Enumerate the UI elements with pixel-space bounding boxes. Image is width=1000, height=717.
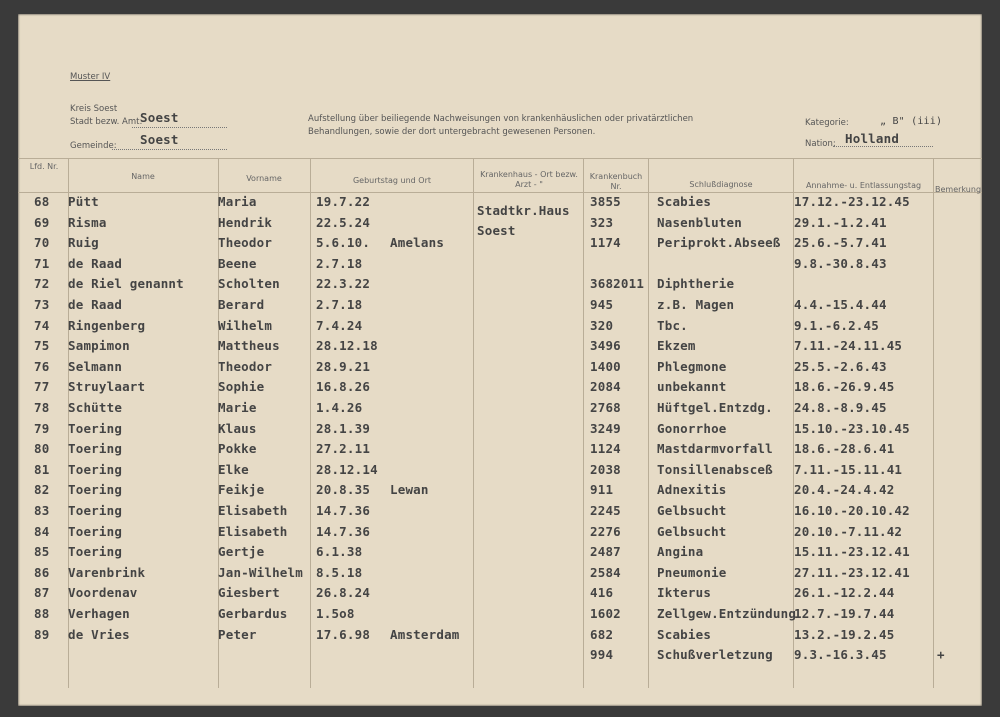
patient-vorname: Gerbardus bbox=[218, 606, 288, 621]
patient-vorname: Beene bbox=[218, 255, 257, 271]
patient-vorname: Giesbert bbox=[218, 585, 280, 601]
patient-birthdate: 17.6.98 bbox=[316, 626, 371, 642]
admission-discharge-dates: 15.10.-23.10.45 bbox=[794, 420, 910, 436]
krankenbuch-number: 682 bbox=[590, 626, 614, 642]
row-number: 74 bbox=[34, 317, 50, 333]
patient-vorname: Elke bbox=[218, 461, 249, 477]
patient-vorname: Sophie bbox=[218, 379, 265, 395]
admission-discharge-dates: 4.4.-15.4.44 bbox=[794, 297, 887, 312]
patient-birthplace: Amsterdam bbox=[390, 626, 460, 642]
diagnosis: Angina bbox=[657, 544, 704, 560]
col-header-diagnose: Schlußdiagnose bbox=[689, 180, 753, 189]
patient-vorname: Theodor bbox=[218, 235, 273, 251]
krankenbuch-number: 2084 bbox=[590, 379, 621, 395]
table-row bbox=[18, 297, 982, 318]
patient-name: de Vries bbox=[68, 626, 130, 642]
krankenbuch-number: 1124 bbox=[590, 441, 621, 457]
row-number: 68 bbox=[34, 194, 50, 209]
krankenbuch-number: 3249 bbox=[590, 420, 621, 436]
patient-vorname: Scholten bbox=[218, 276, 280, 292]
krankenbuch-number: 2584 bbox=[590, 564, 621, 580]
stadt-value: Soest bbox=[140, 110, 179, 125]
table-row bbox=[18, 565, 982, 586]
admission-discharge-dates: 9.1.-6.2.45 bbox=[794, 317, 879, 333]
patient-name: Toering bbox=[68, 523, 123, 539]
admission-discharge-dates: 12.7.-19.7.44 bbox=[794, 606, 895, 621]
admission-discharge-dates: 9.3.-16.3.45 bbox=[794, 647, 887, 663]
diagnosis: Pneumonie bbox=[657, 564, 727, 580]
kategorie-label: Kategorie: bbox=[805, 118, 849, 128]
krankenbuch-number: 1174 bbox=[590, 235, 621, 251]
krankenbuch-number: 3682011 bbox=[590, 276, 645, 292]
patient-birthdate: 1.5o8 bbox=[316, 606, 355, 621]
krankenbuch-number: 2487 bbox=[590, 544, 621, 560]
row-number: 75 bbox=[34, 338, 50, 354]
table-row bbox=[18, 194, 982, 215]
patient-birthdate: 20.8.35 bbox=[316, 482, 371, 498]
patient-name: Pütt bbox=[68, 194, 99, 209]
patient-birthdate: 28.9.21 bbox=[316, 358, 371, 374]
row-number: 84 bbox=[34, 523, 50, 539]
patient-name: Toering bbox=[68, 441, 123, 457]
patient-vorname: Feikje bbox=[218, 482, 265, 498]
krankenbuch-number: 323 bbox=[590, 214, 614, 230]
nation-dotted-line bbox=[833, 146, 933, 147]
patient-name: Toering bbox=[68, 544, 123, 560]
patient-birthplace: Amelans bbox=[390, 235, 445, 251]
patient-name: Toering bbox=[68, 420, 123, 436]
kategorie-value: „ B" (iii) bbox=[880, 116, 943, 127]
table-row bbox=[18, 462, 982, 483]
patient-vorname: Mattheus bbox=[218, 338, 280, 354]
admission-discharge-dates: 25.6.-5.7.41 bbox=[794, 235, 887, 251]
patient-birthdate: 2.7.18 bbox=[316, 255, 363, 271]
table-row bbox=[18, 524, 982, 545]
patient-name: Ringenberg bbox=[68, 317, 146, 333]
krankenbuch-number: 994 bbox=[590, 647, 614, 663]
patient-birthdate: 14.7.36 bbox=[316, 523, 371, 539]
krankenbuch-number: 416 bbox=[590, 585, 614, 601]
table-row bbox=[18, 359, 982, 380]
patient-vorname: Marie bbox=[218, 400, 257, 415]
krankenbuch-number: 1400 bbox=[590, 358, 621, 374]
admission-discharge-dates: 18.6.-28.6.41 bbox=[794, 441, 895, 457]
krankenbuch-number: 2276 bbox=[590, 523, 621, 539]
patient-name: Toering bbox=[68, 503, 123, 518]
row-number: 89 bbox=[34, 626, 50, 642]
patient-name: Toering bbox=[68, 461, 123, 477]
diagnosis: Hüftgel.Entzdg. bbox=[657, 400, 773, 415]
patient-birthdate: 2.7.18 bbox=[316, 297, 363, 312]
patient-vorname: Jan-Wilhelm bbox=[218, 564, 303, 580]
patient-name: Struylaart bbox=[68, 379, 146, 395]
table-top-rule bbox=[18, 158, 982, 159]
patient-name: Sampimon bbox=[68, 338, 130, 354]
patient-birthdate: 8.5.18 bbox=[316, 564, 363, 580]
admission-discharge-dates: 27.11.-23.12.41 bbox=[794, 564, 910, 580]
patient-birthdate: 28.1.39 bbox=[316, 420, 371, 436]
table-row bbox=[18, 482, 982, 503]
row-number: 71 bbox=[34, 255, 50, 271]
nation-value: Holland bbox=[845, 131, 900, 146]
patient-birthdate: 22.3.22 bbox=[316, 276, 371, 292]
stadt-dotted-line bbox=[132, 127, 227, 128]
form-type-label: Muster IV bbox=[70, 72, 111, 82]
table-row bbox=[18, 627, 982, 648]
diagnosis: Nasenbluten bbox=[657, 214, 742, 230]
krankenbuch-number: 911 bbox=[590, 482, 614, 498]
krankenbuch-number: 945 bbox=[590, 297, 614, 312]
patient-birthdate: 28.12.14 bbox=[316, 461, 378, 477]
diagnosis: Tbc. bbox=[657, 317, 688, 333]
row-number: 73 bbox=[34, 297, 50, 312]
patient-vorname: Wilhelm bbox=[218, 317, 273, 333]
row-number: 88 bbox=[34, 606, 50, 621]
row-number: 72 bbox=[34, 276, 50, 292]
patient-vorname: Hendrik bbox=[218, 214, 273, 230]
patient-name: Ruig bbox=[68, 235, 99, 251]
col-header-bemerkung: Bemerkung bbox=[935, 185, 981, 194]
admission-discharge-dates: 26.1.-12.2.44 bbox=[794, 585, 895, 601]
patient-birthdate: 16.8.26 bbox=[316, 379, 371, 395]
patient-vorname: Berard bbox=[218, 297, 265, 312]
gemeinde-label: Gemeinde: bbox=[70, 141, 117, 151]
col-header-vorname: Vorname bbox=[246, 174, 282, 183]
admission-discharge-dates: 24.8.-8.9.45 bbox=[794, 400, 887, 415]
diagnosis: Ekzem bbox=[657, 338, 696, 354]
remark: + bbox=[937, 647, 945, 663]
patient-name: Verhagen bbox=[68, 606, 130, 621]
row-number: 80 bbox=[34, 441, 50, 457]
row-number: 81 bbox=[34, 461, 50, 477]
row-number: 82 bbox=[34, 482, 50, 498]
table-row bbox=[18, 585, 982, 606]
patient-birthdate: 28.12.18 bbox=[316, 338, 378, 354]
patient-birthdate: 22.5.24 bbox=[316, 214, 371, 230]
table-row bbox=[18, 503, 982, 524]
diagnosis: Zellgew.Entzündung bbox=[657, 606, 797, 621]
kreis-label: Kreis Soest bbox=[70, 104, 118, 114]
diagnosis: Adnexitis bbox=[657, 482, 727, 498]
patient-vorname: Maria bbox=[218, 194, 257, 209]
krankenbuch-number: 320 bbox=[590, 317, 614, 333]
col-header-geburt: Geburtstag und Ort bbox=[352, 176, 431, 185]
diagnosis: Gelbsucht bbox=[657, 523, 727, 539]
admission-discharge-dates: 16.10.-20.10.42 bbox=[794, 503, 910, 518]
krankenbuch-number: 2768 bbox=[590, 400, 621, 415]
table-row bbox=[18, 215, 982, 236]
row-number: 70 bbox=[34, 235, 50, 251]
patient-name: de Riel genannt bbox=[68, 276, 184, 292]
row-number: 86 bbox=[34, 564, 50, 580]
diagnosis: Mastdarmvorfall bbox=[657, 441, 773, 457]
patient-vorname: Peter bbox=[218, 626, 257, 642]
table-row bbox=[18, 256, 982, 277]
diagnosis: Periprokt.Abseeß bbox=[657, 235, 781, 251]
table-row bbox=[18, 421, 982, 442]
description-line-2: Behandlungen, sowie der dort untergebracht gewesenen Personen. bbox=[308, 127, 596, 137]
patient-vorname: Pokke bbox=[218, 441, 257, 457]
col-header-tage: Annahme- u. Entlassungstag bbox=[805, 181, 922, 190]
diagnosis: Ikterus bbox=[657, 585, 712, 601]
diagnosis: Tonsillenabsceß bbox=[657, 461, 773, 477]
hospital-line-1: Stadtkr.Haus bbox=[477, 203, 570, 218]
patient-vorname: Elisabeth bbox=[218, 523, 288, 539]
admission-discharge-dates: 13.2.-19.2.45 bbox=[794, 626, 895, 642]
patient-name: de Raad bbox=[68, 297, 123, 312]
patient-vorname: Theodor bbox=[218, 358, 273, 374]
patient-vorname: Elisabeth bbox=[218, 503, 288, 518]
diagnosis: Diphtherie bbox=[657, 276, 735, 292]
table-header-rule bbox=[18, 192, 982, 193]
table-row bbox=[18, 235, 982, 256]
patient-name: Schütte bbox=[68, 400, 123, 415]
row-number: 79 bbox=[34, 420, 50, 436]
admission-discharge-dates: 7.11.-15.11.41 bbox=[794, 461, 903, 477]
stadt-label: Stadt bezw. Amt: bbox=[70, 117, 143, 127]
admission-discharge-dates: 17.12.-23.12.45 bbox=[794, 194, 910, 209]
row-number: 83 bbox=[34, 503, 50, 518]
patient-name: Voordenav bbox=[68, 585, 138, 601]
table-row bbox=[18, 647, 982, 668]
col-header-krankenhaus: Krankenhaus - Ort bezw. Arzt - " bbox=[480, 170, 578, 189]
krankenbuch-number: 1602 bbox=[590, 606, 621, 621]
patient-birthdate: 26.8.24 bbox=[316, 585, 371, 601]
row-number: 78 bbox=[34, 400, 50, 415]
patient-birthplace: Lewan bbox=[390, 482, 429, 498]
row-number: 77 bbox=[34, 379, 50, 395]
admission-discharge-dates: 18.6.-26.9.45 bbox=[794, 379, 895, 395]
patient-name: Risma bbox=[68, 214, 107, 230]
admission-discharge-dates: 20.4.-24.4.42 bbox=[794, 482, 895, 498]
col-header-krankenbuch: Krankenbuch Nr. bbox=[589, 172, 643, 191]
patient-birthdate: 27.2.11 bbox=[316, 441, 371, 457]
patient-birthdate: 5.6.10. bbox=[316, 235, 371, 251]
gemeinde-dotted-line bbox=[112, 149, 227, 150]
diagnosis: z.B. Magen bbox=[657, 297, 735, 312]
admission-discharge-dates: 15.11.-23.12.41 bbox=[794, 544, 910, 560]
patient-birthdate: 19.7.22 bbox=[316, 194, 371, 209]
row-number: 85 bbox=[34, 544, 50, 560]
patient-birthdate: 1.4.26 bbox=[316, 400, 363, 415]
admission-discharge-dates: 7.11.-24.11.45 bbox=[794, 338, 903, 354]
row-number: 87 bbox=[34, 585, 50, 601]
table-row bbox=[18, 276, 982, 297]
patient-name: Selmann bbox=[68, 358, 123, 374]
table-row bbox=[18, 379, 982, 400]
patient-name: Varenbrink bbox=[68, 564, 146, 580]
gemeinde-value: Soest bbox=[140, 132, 179, 147]
diagnosis: Gelbsucht bbox=[657, 503, 727, 518]
patient-name: Toering bbox=[68, 482, 123, 498]
admission-discharge-dates: 25.5.-2.6.43 bbox=[794, 358, 887, 374]
row-number: 69 bbox=[34, 214, 50, 230]
table-row bbox=[18, 544, 982, 565]
col-header-name: Name bbox=[131, 172, 155, 181]
nation-label: Nation: bbox=[805, 139, 836, 149]
krankenbuch-number: 2038 bbox=[590, 461, 621, 477]
diagnosis: Phlegmone bbox=[657, 358, 727, 374]
row-number: 76 bbox=[34, 358, 50, 374]
diagnosis: unbekannt bbox=[657, 379, 727, 395]
diagnosis: Gonorrhoe bbox=[657, 420, 727, 436]
krankenbuch-number: 2245 bbox=[590, 503, 621, 518]
patient-vorname: Gertje bbox=[218, 544, 265, 560]
table-row bbox=[18, 441, 982, 462]
patient-name: de Raad bbox=[68, 255, 123, 271]
diagnosis: Scabies bbox=[657, 194, 712, 209]
krankenbuch-number: 3496 bbox=[590, 338, 621, 354]
patient-birthdate: 6.1.38 bbox=[316, 544, 363, 560]
table-row bbox=[18, 318, 982, 339]
admission-discharge-dates: 9.8.-30.8.43 bbox=[794, 255, 887, 271]
description-line-1: Aufstellung über beiliegende Nachweisungen von krankenhäuslichen oder privatärztlichen bbox=[308, 114, 694, 124]
table-row bbox=[18, 606, 982, 627]
col-header-lfd: Lfd. Nr. bbox=[29, 162, 59, 171]
diagnosis: Schußverletzung bbox=[657, 647, 773, 663]
diagnosis: Scabies bbox=[657, 626, 712, 642]
table-row bbox=[18, 338, 982, 359]
patient-birthdate: 7.4.24 bbox=[316, 317, 363, 333]
patient-vorname: Klaus bbox=[218, 420, 257, 436]
hospital-line-2: Soest bbox=[477, 223, 516, 238]
admission-discharge-dates: 29.1.-1.2.41 bbox=[794, 214, 887, 230]
patient-birthdate: 14.7.36 bbox=[316, 503, 371, 518]
admission-discharge-dates: 20.10.-7.11.42 bbox=[794, 523, 903, 539]
krankenbuch-number: 3855 bbox=[590, 194, 621, 209]
table-row bbox=[18, 400, 982, 421]
